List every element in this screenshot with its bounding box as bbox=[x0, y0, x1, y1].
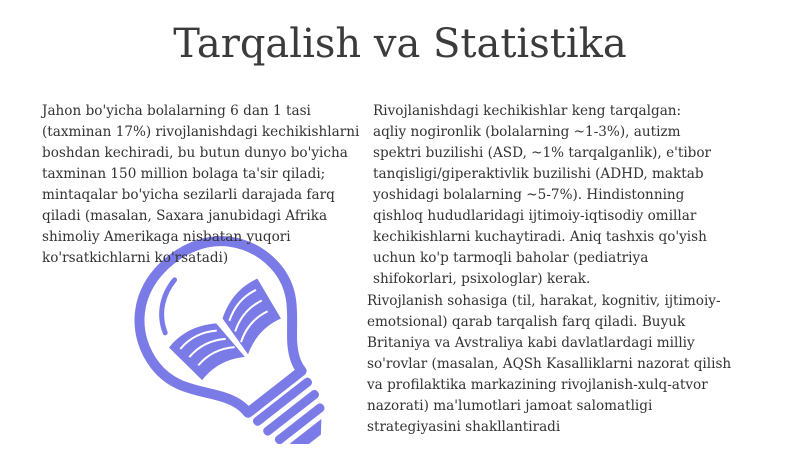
paragraph-delay-types: Rivojlanishdagi kechikishlar keng tarqalgan: aqliy nogironlik (bolalarning ~1-3%), autizm spektri buzilishi (ASD, ~1% tarqalganlik), e'tibor tanqisligi/giperaktivlik buzilishi (ADHD, maktab yoshidagi bolalarning ~5-7%). Hindistonning qishloq hududlaridagi ijtimoiy-iqtisodiy omillar kechikishlarni kuchaytiradi. Aniq tashxis qo'yish uchun ko'p tarmoqli baholar (pediatriya shifokorlari, psixologlar) kerak. bbox=[373, 103, 712, 287]
paragraph-domain-variation: Rivojlanish sohasiga (til, harakat, kognitiv, ijtimoiy-emotsional) qarab tarqalish farq qiladi. Buyuk Britaniya va Avstraliya kabi davlatlardagi milliy so'rovlar (masalan, AQSh Kasalliklarni nazorat qilish va profilaktika markazining rivojlanish-xulq-atvor nazorati) ma'lumotlari jamoat salomatligi strategiyasini shakllantiradi bbox=[367, 293, 732, 435]
book bbox=[168, 277, 291, 390]
paragraph-global-prevalence: Jahon bo'yicha bolalarning 6 dan 1 tasi (taxminan 17%) rivojlanishdagi kechikishlarni boshdan kechiradi, bu butun dunyo bo'yicha taxminan 150 million bolaga ta'sir qiladi; mintaqalar bo'yicha sezilarli darajada farq qiladi (masalan, Saxara janubidagi Afrika shimoliy Amerikaga nisbatan yuqori ko'rsatkichlarni ko'rsatadi) bbox=[42, 103, 360, 266]
slide-title: Tarqalish va Statistika bbox=[173, 21, 627, 67]
